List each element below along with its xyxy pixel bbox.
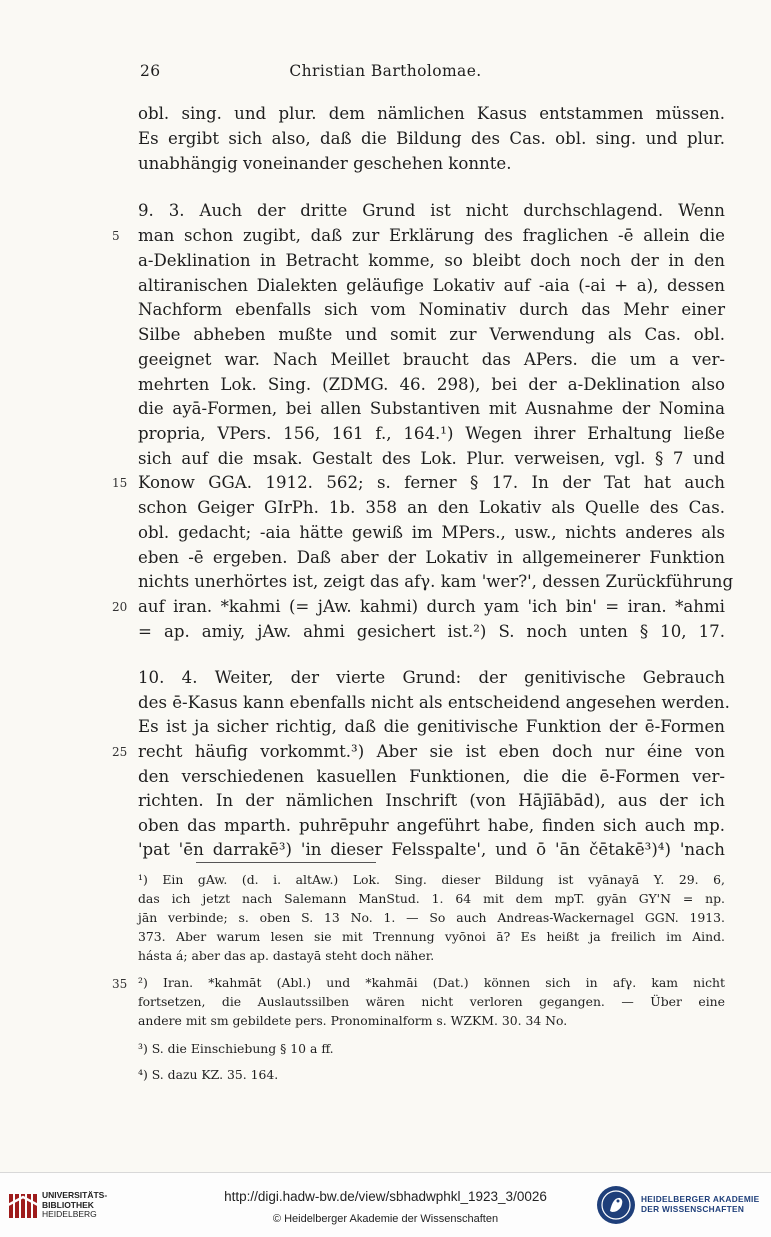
footnote-line: hásta á; aber das ap. dastayā steht doch näher. [138,948,435,963]
text-line: eben -ē ergeben. Daß aber der Lokativ in allgemeinerer Funktion [138,548,725,567]
text-line: = ap. amiy, jAw. ahmi gesichert ist.²) S. noch unten § 10, 17. [138,622,725,641]
text-line: auf iran. *kahmi (= jAw. kahmi) durch yam 'ich bin' = iran. *ahmi [138,597,725,616]
line-number: 15 [112,476,128,490]
text-line: 9. 3. Auch der dritte Grund ist nicht durchschlagend. Wenn [138,201,725,220]
footnote-line: ¹) Ein gAw. (d. i. altAw.) Lok. Sing. dieser Bildung ist vyānayā Y. 29. 6, [138,872,725,887]
text-line: mehrten Lok. Sing. (ZDMG. 46. 298), bei der a-Deklination also [138,375,725,394]
text-line: des ē-Kasus kann ebenfalls nicht als entscheidend angesehen werden. [138,693,730,712]
text-line: richten. In der nämlichen Inschrift (von Hājīābād), aus der ich [138,791,725,810]
footnote-line: ³) S. die Einschiebung § 10 a ff. [138,1041,334,1056]
footnote-line: fortsetzen, die Auslautssilben wären nicht verloren gegangen. — Über eine [138,994,725,1009]
text-line: Konow GGA. 1912. 562; s. ferner § 17. In der Tat hat auch [138,473,725,492]
footnote-line: 373. Aber warum lesen sie mit Trennung vyōnoi ā? Es heißt ja freilich im Aind. [138,929,725,944]
text-line: Es ergibt sich also, daß die Bildung des Cas. obl. sing. und plur. [138,129,725,148]
footnote-line: jān verbinde; s. oben S. 13 No. 1. — So auch Andreas-Wackernagel GGN. 1913. [138,910,725,925]
text-line: sich auf die msak. Gestalt des Lok. Plur. verweisen, vgl. § 7 und [138,449,725,468]
text-line: obl. gedacht; -aia hätte gewiß im MPers., usw., nichts anderes als [138,523,725,542]
text-line: unabhängig voneinander geschehen konnte. [138,154,512,173]
text-line: 'pat 'ēn darrakē³) 'in dieser Felsspalte', und ō 'ān čētakē³)⁴) 'nach [138,840,725,859]
footnote-line: ²) Iran. *kahmāt (Abl.) und *kahmāi (Dat.) können sich in afγ. kam nicht [138,975,725,990]
permalink-url[interactable]: http://digi.hadw-bw.de/view/sbhadwphkl_1923_3/0026 [224,1189,547,1204]
copyright-notice: © Heidelberger Akademie der Wissenschaften [272,1213,499,1225]
text-line: Nachform ebenfalls sich vom Nominativ durch das Mehr einer [138,300,725,319]
footnote-rule [196,862,376,863]
footnote-line: ⁴) S. dazu KZ. 35. 164. [138,1067,279,1082]
text-line: oben das mparth. puhrēpuhr angeführt habe, finden sich auch mp. [138,816,725,835]
text-line: die ayā-Formen, bei allen Substantiven mit Ausnahme der Nomina [138,399,725,418]
viewer-footer [0,1172,771,1237]
text-line: a-Deklination in Betracht komme, so bleibt doch noch der in den [138,251,725,270]
line-number: 25 [112,745,128,759]
text-line: schon Geiger GIrPh. 1b. 358 an den Lokativ als Quelle des Cas. [138,498,725,517]
footnote-line: andere mit sm gebildete pers. Pronominalform s. WZKM. 30. 34 No. [138,1013,568,1028]
text-line: man schon zugibt, daß zur Erklärung des fraglichen -ē allein die [138,226,725,245]
academy-seal-icon [596,1185,636,1225]
text-line: altiranischen Dialekten geläufige Lokativ auf -aia (-ai + a), dessen [138,276,725,295]
line-number: 5 [112,229,120,243]
text-line: nichts unerhörtes ist, zeigt das afγ. kam 'wer?', dessen Zurückführung [138,572,734,591]
running-title: Christian Bartholomae. [289,62,482,80]
footnote-line: das ich jetzt nach Salemann ManStud. 1. 64 mit dem mpT. gyān GY'N = np. [138,891,725,906]
academy-name: HEIDELBERGER AKADEMIE DER WISSENSCHAFTEN [641,1194,760,1214]
text-line: recht häufig vorkommt.³) Aber sie ist eben doch nur éine von [138,742,725,761]
line-number: 35 [112,977,128,991]
university-library-name: UNIVERSITÄTS- BIBLIOTHEK HEIDELBERG [42,1190,108,1219]
text-line: propria, VPers. 156, 161 f., 164.¹) Wegen ihrer Erhaltung ließe [138,424,725,443]
line-number: 20 [112,600,128,614]
page-number: 26 [140,62,161,80]
text-line: Es ist ja sicher richtig, daß die genitivische Funktion der ē-Formen [138,717,725,736]
text-line: obl. sing. und plur. dem nämlichen Kasus entstammen müssen. [138,104,725,123]
text-line: Silbe abheben mußte und somit zur Verwendung als Cas. obl. [138,325,725,344]
text-line: den verschiedenen kasuellen Funktionen, die die ē-Formen ver- [138,767,725,786]
text-line: geeignet war. Nach Meillet braucht das APers. die um a ver- [138,350,725,369]
text-line: 10. 4. Weiter, der vierte Grund: der genitivische Gebrauch [138,668,725,687]
